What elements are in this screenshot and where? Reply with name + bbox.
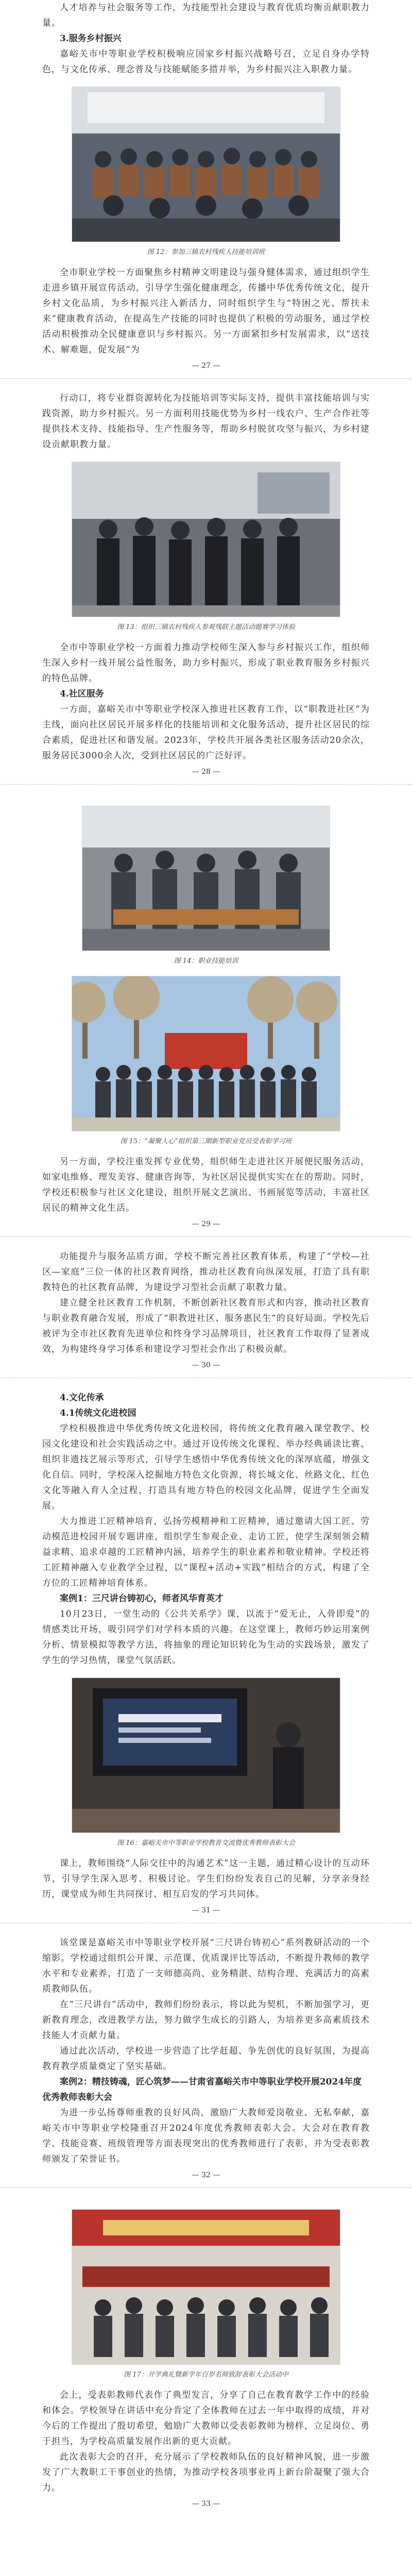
case-2-paragraph-1: 为进一步弘扬尊师重教的良好风尚，激励广大教师爱岗敬业、无私奉献，嘉峪关市中等职业学校隆重召开2024年度优秀教师表彰大会。大会对在教育教学、技能竞赛、班级管理等方面表现突出的优秀教师进行了表彰，并为受表彰教师颁发了荣誉证书。 [42,2108,370,2164]
photo-group-outdoor [72,976,340,1131]
page-break-31 [42,1902,370,1935]
page-number: — 33 — [192,2500,220,2508]
case-1-paragraph-2: 课上，教师围绕“人际交往中的沟通艺术”这一主题，通过精心设计的互动环节，引导学生深入思考、积极讨论。学生们纷纷发表自己的见解，分享亲身经历，课堂成为师生共同探讨、相互启发的学习共同体。 [42,1858,370,1900]
rural-paragraph-3: 全市中等职业学校一方面着力推动学校师生深入参与乡村振兴工作，组织师生深入乡村一线开展公益性服务，助力乡村振兴，形成了职业教育服务乡村振兴的特色品牌。 [42,642,370,684]
page-divider [0,378,412,379]
community-paragraph-4: 建立健全社区教育工作机制，不断创新社区教育形式和内容，推动社区教育与职业教育融合发展，形成了“职教进社区、服务惠民生”的良好局面。学校先后被评为全市社区教育先进单位和终身学习品牌项目，社区教育工作取得了显著成效，为构建终身学习体系和建设学习型社会作出了积极贡献。 [42,1298,370,1354]
page-break-27 [42,358,370,391]
case-1-paragraph-3: 该堂课是嘉峪关市中等职业学校开展“三尺讲台铸初心”系列教研活动的一个缩影。学校通过组织公开课、示范课、优质课评比等活动，不断提升教师的教学水平和专业素养，打造了一支师德高尚、业务精湛、结构合理、充满活力的高素质教师队伍。 [42,1938,370,1994]
case-1-paragraph-5: 通过此次活动，学校进一步营造了比学赶超、争先创优的良好氛围，为提高教育教学质量奠定了坚实基础。 [42,2046,370,2072]
photo-classroom-lecture [72,1677,340,1833]
section-heading-culture: 4.文化传承 [60,1393,104,1403]
figure-14-caption: 图 14：职业技能培训 [174,957,238,965]
page-break-32 [42,2167,370,2200]
page-number: — 30 — [192,1361,220,1369]
community-paragraph-1: 一方面，嘉峪关市中等职业学校深入推进社区教育工作，以“职教进社区”为主线，面向社区居民开展多样化的技能培训和文化服务活动，提升社区居民的综合素质，促进社区和谐发展。2023年，学校共开展各类社区服务活动20余次，服务居民3000余人次，受到社区居民的广泛好评。 [42,704,370,761]
figure-13-caption: 图 13：组织三镇农村残疾人参观残联主题活动题赛学习体验 [117,623,295,631]
photo-group-outdoor-graphic [72,976,340,1131]
intro-paragraph: 人才培养与社会服务等工作，为技能型社会建设与教育优质均衡贡献职教力量。 [42,3,370,28]
page-break-29 [42,1216,370,1249]
page-number: — 28 — [192,768,220,776]
community-paragraph-2: 另一方面，学校注重发挥专业优势，组织师生走进社区开展便民服务活动，如家电维修、理发美容、健康咨询等，为社区居民提供实实在在的帮助。同时，学校还积极参与社区文化建设，组织开展文艺演出、书画展览等活动，丰富社区居民的精神文化生活。 [42,1157,370,1213]
photo-disabled-visit [72,462,340,617]
page-number: — 31 — [192,1906,220,1914]
case-1-title: 案例1：三尺讲台铸初心，师者风华育英才 [60,1594,224,1604]
rural-paragraph-1: 全市职业学校一方面聚焦乡村精神文明建设与强身健体需求，通过组织学生走进乡镇开展宣传活动，引导学生强化健康理念，传播中华优秀传统文化，提升乡村文化品质，为乡村振兴注入新活力，同时组织学生与“特困之光、帮扶未来”健康教育活动，在提高生产技能的同时也提供了积极的劳动服务，通过学校活动积极推动全民健康意识与乡村振兴。另一方面紧扣乡村发展需求，以“送技术、解难题，促发展”为 [42,267,370,355]
figure-17-caption: 图 17：开学典礼暨新学年百岁名师致辞表彰大会活动中 [124,2371,288,2379]
photo-skills-training [82,806,330,951]
case-1-paragraph-1: 10月23日，一堂生动的《公共关系学》课，以流于“爱无止，入骨即爱”的情感类比开场，吸引同学们对学科本质的兴趣。在这堂课上，教师巧妙运用案例分析、情景模拟等教学方法，将抽象的理论知识转化为生动的实践场景，激发了学生的学习热情，课堂气氛活跃。 [42,1609,370,1666]
culture-paragraph-2: 大力推进工匠精神培育，弘扬劳模精神和工匠精神，通过邀请大国工匠、劳动模范进校园开展专题讲座，组织学生参观企业、走访工匠，使学生深刻领会精益求精、追求卓越的工匠精神内涵，培养学生的职业素养和敬业精神。学校还将工匠精神融入专业教学全过程，以“课程+活动+实践”相结合的方式，构建了全方位的工匠精神培育体系。 [42,1516,370,1588]
page-divider [0,1236,412,1237]
case-2-paragraph-3: 此次表彰大会的召开，充分展示了学校教师队伍的良好精神风貌，进一步激发了广大教职工干事创业的热情，为推动学校各项事业再上新台阶凝聚了强大合力。 [42,2452,370,2493]
figure-15-caption: 图 15：“凝聚人心”组织第三期新型职业党员受表彰学习班 [120,1138,292,1145]
photo-training-class-graphic [72,87,340,242]
figure-12-caption: 图 12：参加三镇农村残疾人技能培训班 [147,248,265,256]
case-1-paragraph-4: 在“三尺讲台”活动中，教师们纷纷表示，将以此为契机，不断加强学习，更新教育理念，改进教学方法，努力做学生成长的引路人，为培养更多高素质技术技能人才贡献力量。 [42,1999,370,2041]
photo-disabled-visit-graphic [72,462,340,617]
page-number: — 29 — [192,1220,220,1228]
figure-16-caption: 图 16：嘉峪关市中等职业学校教育交流暨优秀教师表彰大会 [117,1839,295,1847]
photo-award-ceremony-graphic [72,2210,340,2364]
subsection-heading-traditional: 4.1传统文化进校园 [60,1408,136,1418]
section-heading-community: 4.社区服务 [60,689,104,699]
photo-award-ceremony [72,2209,340,2365]
section-heading-rural: 3.服务乡村振兴 [60,33,122,44]
photo-classroom-lecture-graphic [72,1678,340,1833]
page-number: — 32 — [192,2171,220,2179]
page-number: — 27 — [192,362,220,370]
rural-intro-paragraph: 嘉峪关市中等职业学校积极响应国家乡村振兴战略号召，立足自身办学特色，与文化传承、理念普及与技能赋能多措并举，为乡村振兴注入职教力量。 [42,49,370,75]
photo-training-class [72,87,340,242]
photo-skills-training-graphic [82,806,330,951]
page-break-30 [42,1357,370,1390]
case-2-paragraph-2: 会上，受表彰教师代表作了典型发言，分享了自己在教育教学工作中的经验和体会。学校领导在讲话中充分肯定了全体教师在过去一年中取得的成绩，并对今后的工作提出了殷切希望，勉励广大教师以受表彰教师为榜样，立足岗位、勇于担当，为学校高质量发展作出新的更大贡献。 [42,2390,370,2447]
page-break-33 [42,2496,370,2529]
community-paragraph-3: 功能提升与服务品质方面，学校不断完善社区教育体系，构建了“学校—社区—家庭”三位一体的社区教育网络，推动社区教育向纵深发展，打造了具有职教特色的社区教育品牌，为建设学习型社会贡献了职教力量。 [42,1251,370,1293]
rural-paragraph-2: 行动口，将专业群资源转化为技能培训等实际支持，提供丰富技能培训与实践资源，助力乡村振兴。另一方面利用技能优势为乡村一线农户、生产合作社等提供技术支持、技能指导、生产性服务等，帮助乡村脱贫攻坚与振兴，为乡村建设贡献职教力量。 [42,393,370,450]
case-2-title: 案例2：精技铸魂，匠心筑梦——甘肃省嘉峪关市中等职业学校开展2024年度优秀教师表彰大会 [42,2077,362,2103]
culture-paragraph-1: 学校积极推进中华优秀传统文化进校园，将传统文化教育融入课堂教学、校园文化建设和社会实践活动之中。通过开设传统文化课程、举办经典诵读比赛、组织非遗技艺展示等形式，引导学生感悟中华优秀传统文化的深厚底蕴，增强文化自信。同时，学校深入挖掘地方特色文化资源，将长城文化、丝路文化、红色文化等融入育人全过程，打造具有地方特色的校园文化品牌，促进学生全面发展。 [42,1423,370,1511]
page-break-28 [42,764,370,796]
page-divider [0,784,412,785]
